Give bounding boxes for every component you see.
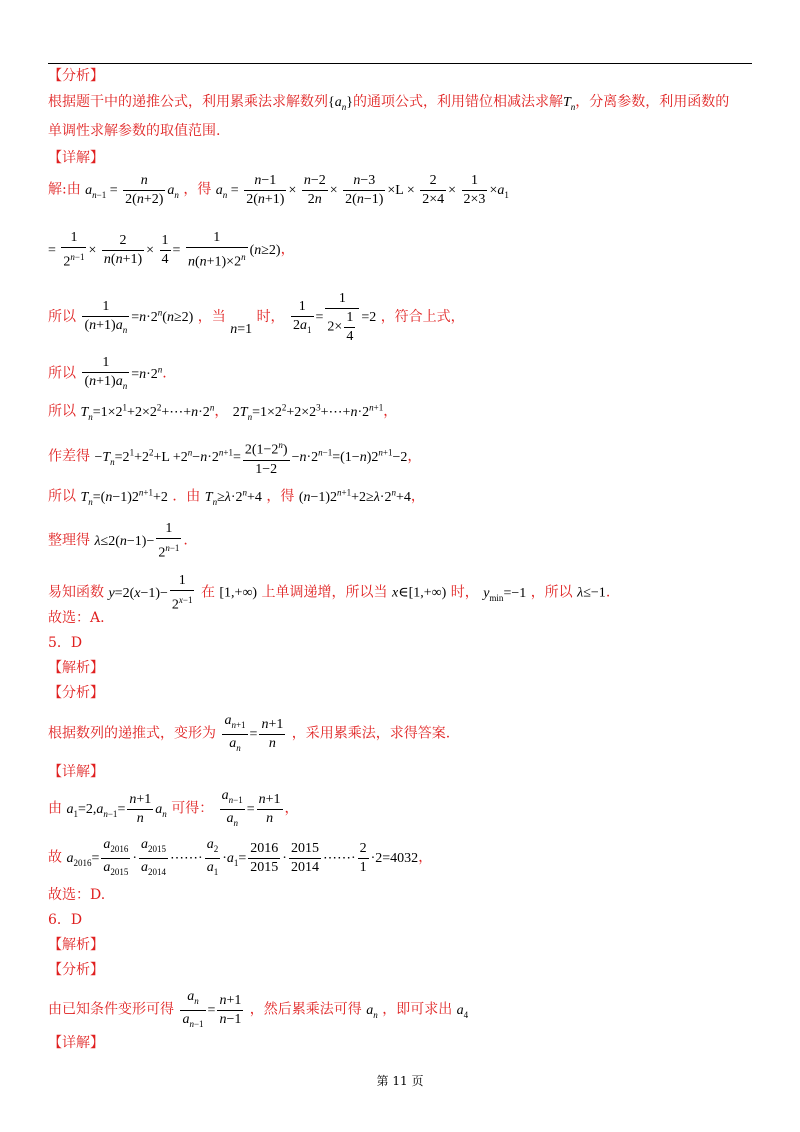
formula-line-reciprocal: 所以 $\frac{1}{(n+1)a_n}$ $=n\cdot 2^n(n\ge 2)$ ，当 n=1 时， $\frac{1}{2a_1}$ = 1 2× $\frac{1}{4}$ =2 ，符合上式， — [48, 291, 465, 344]
analysis-paragraph-line2: 单调性求解参数的取值范围. — [48, 123, 221, 139]
heading-detail: 【详解】 — [48, 1035, 104, 1051]
q6-analysis-text: 由已知条件变形可得 $\frac{a_n}{a_{n-1}}$ = $\frac{n+1}{n-1}$ ，然后累乘法可得 $a_n$ ，即可求出 $a_4$ — [48, 988, 468, 1033]
q5-detail-recurrence: 由 $a_1=2,a_{n-1}=$ $\frac{n+1}{n}$ $a_n$ 可得： $\frac{a_{n-1}}{a_n}$ = $\frac{n+1}{n}$ ， — [48, 787, 299, 832]
heading-analysis: 【分析】 — [48, 68, 104, 84]
heading-detail: 【详解】 — [48, 764, 104, 780]
heading-explanation: 【解析】 — [48, 937, 104, 953]
analysis-paragraph-line1: 根据题干中的递推公式，利用累乘法求解数列$\{a_n\}$的通项公式，利用错位相减法求解$T_n$，分离参数，利用函数的 — [48, 94, 730, 112]
header-rule — [48, 63, 752, 64]
q5-detail-product: 故 $a_{2016}=$ $\frac{a_{2016}}{a_{2015}}$ · $\frac{a_{2015}}{a_{2014}}$ ⋯⋯· $\frac{a_2}{a_1}$ $\cdot a_1=$ $\frac{2016}{2015}$ · $\frac{2015}{2014}$ ⋯⋯· $\frac{2}{1}$ ·2=4032， — [48, 836, 432, 881]
formula-line-lambda: 整理得 λ≤2(n−1)− $\frac{1}{2^{n-1}}$ . — [48, 521, 188, 561]
formula-line-general: 所以 $\frac{1}{(n+1)a_n}$ $=n\cdot 2^n$. — [48, 354, 167, 395]
question-6-answer: 6．D — [48, 912, 83, 928]
answer-line-a: 故选：A. — [48, 610, 105, 626]
formula-line-recurrence: 解:由 $a_{n-1}$ = $\frac{n}{2(n+2)}$ $a_n$ ，得 $a_n$ = $\frac{n-1}{2(n+1)}$ × $\frac{n-2}{2n}$ × $\frac{n-3}{2(n-1)}$ ×L × $\frac{2}{2\times 4}$ × $\frac{1}{2\times 3}$ $\times a_1$ — [48, 173, 509, 207]
heading-analysis: 【分析】 — [48, 962, 104, 978]
question-5-answer: 5．D — [48, 635, 83, 651]
formula-line-function: 易知函数 y=2(x−1)− $\frac{1}{2^{x-1}}$ 在 [1,+∞) 上单调递增，所以当 x∈[1,+∞) 时， $y_{min}=-1$ ，所以 λ≤−1. — [48, 573, 611, 613]
page-footer: 第 11 页 — [376, 1074, 424, 1088]
heading-explanation: 【解析】 — [48, 660, 104, 676]
formula-line-sum: 所以 $T_n=1\times 2^1+2\times 2^2+\cdots+n\cdot 2^n$， $2T_n=1\times 2^2+2\times 2^3+\cdots+n\cdot 2^{n+1}$， — [48, 402, 398, 422]
heading-analysis: 【分析】 — [48, 685, 104, 701]
formula-line-difference: 作差得 $-T_n=2^1+2^2+L +2^n-n\cdot 2^{n+1}=$ $\frac{2(1-2^n)}{1-2}$ $-n\cdot 2^{n-1}=(1-n)2^{n+1}-2$， — [48, 440, 422, 477]
answer-line-d: 故选：D. — [48, 887, 106, 903]
formula-line-product: = $\frac{1}{2^{n-1}}$ × $\frac{2}{n(n+1)}$ × $\frac{1}{4}$ = $\frac{1}{n(n+1)\times 2^n}$ (n≥2)， — [48, 230, 295, 270]
heading-detail: 【详解】 — [48, 150, 104, 166]
formula-line-result: 所以 $T_n=(n-1)2^{n+1}+2$ ．由 $T_n\ge\lambda\cdot 2^n+4$ ，得 $(n-1)2^{n+1}+2\ge\lambda\cdot 2^n+4$， — [48, 487, 425, 507]
q5-analysis-text: 根据数列的递推式，变形为 $\frac{a_{n+1}}{a_n}$ = $\frac{n+1}{n}$ ，采用累乘法，求得答案. — [48, 712, 450, 757]
